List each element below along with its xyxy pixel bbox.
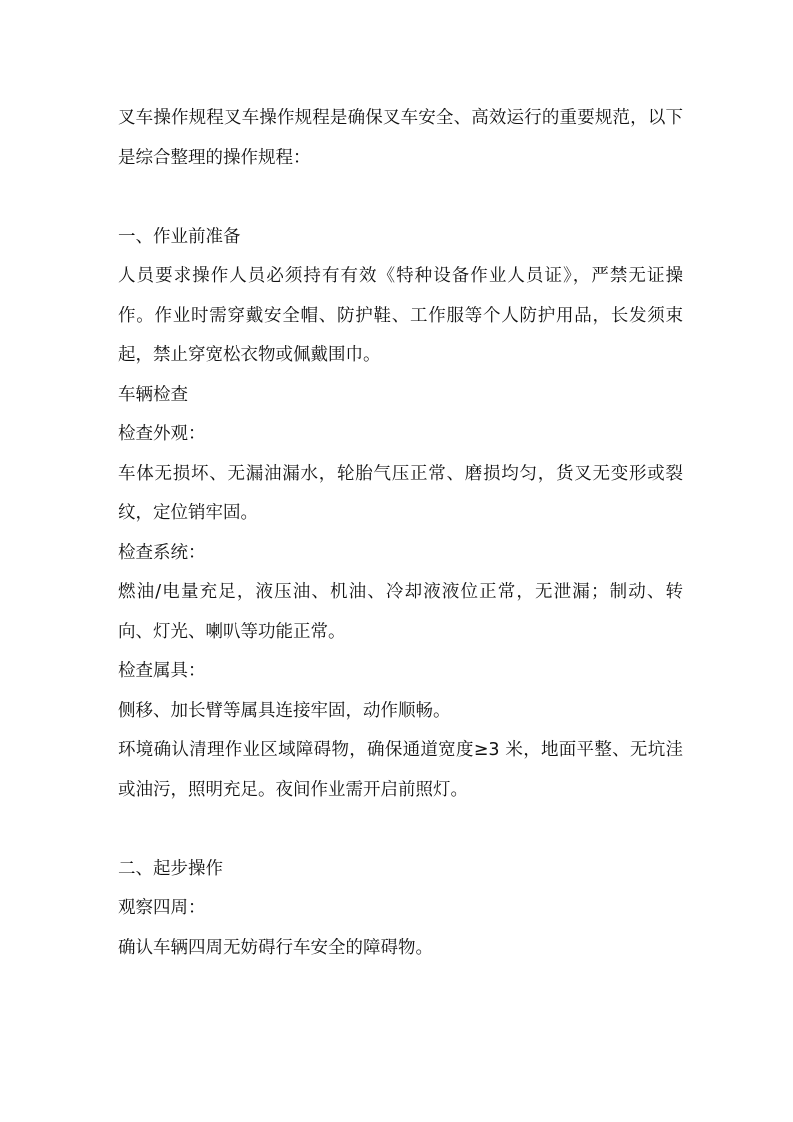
intro-paragraph: 叉车操作规程叉车操作规程是确保叉车安全、高效运行的重要规范，以下是综合整理的操作规程： (118, 108, 683, 168)
environment-paragraph: 环境确认清理作业区域障碍物，确保通道宽度≥3 米，地面平整、无坑洼或油污，照明充足。夜间作业需开启前照灯。 (118, 740, 683, 800)
system-check-label: 检查系统： (118, 542, 206, 563)
appearance-check-paragraph: 车体无损坏、无漏油漏水，轮胎气压正常、磨损均匀，货叉无变形或裂纹，定位销牢固。 (118, 463, 683, 523)
section-heading: 一、作业前准备 (118, 226, 241, 247)
personnel-requirements-paragraph: 人员要求操作人员必须持有有效《特种设备作业人员证》，严禁无证操作。作业时需穿戴安全帽、防护鞋、工作服等个人防护用品，长发须束起，禁止穿宽松衣物或佩戴围巾。 (118, 266, 683, 365)
document-body (118, 99, 683, 968)
observe-label: 观察四周： (118, 898, 206, 918)
spacer (118, 810, 683, 850)
system-check-paragraph: 燃油/电量充足，液压油、机油、冷却液液位正常，无泄漏；制动、转向、灯光、喇叭等功能正常。 (118, 582, 683, 642)
observe-paragraph: 确认车辆四周无妨碍行车安全的障碍物。 (118, 937, 433, 958)
section-heading: 二、起步操作 (118, 858, 223, 879)
subheading-vehicle-check: 车辆检查 (118, 384, 188, 405)
appearance-check-label: 检查外观： (118, 424, 206, 444)
attachment-check-label: 检查属具： (118, 661, 206, 681)
attachment-check-paragraph: 侧移、加长臂等属具连接牢固，动作顺畅。 (118, 700, 451, 721)
spacer (118, 178, 683, 218)
